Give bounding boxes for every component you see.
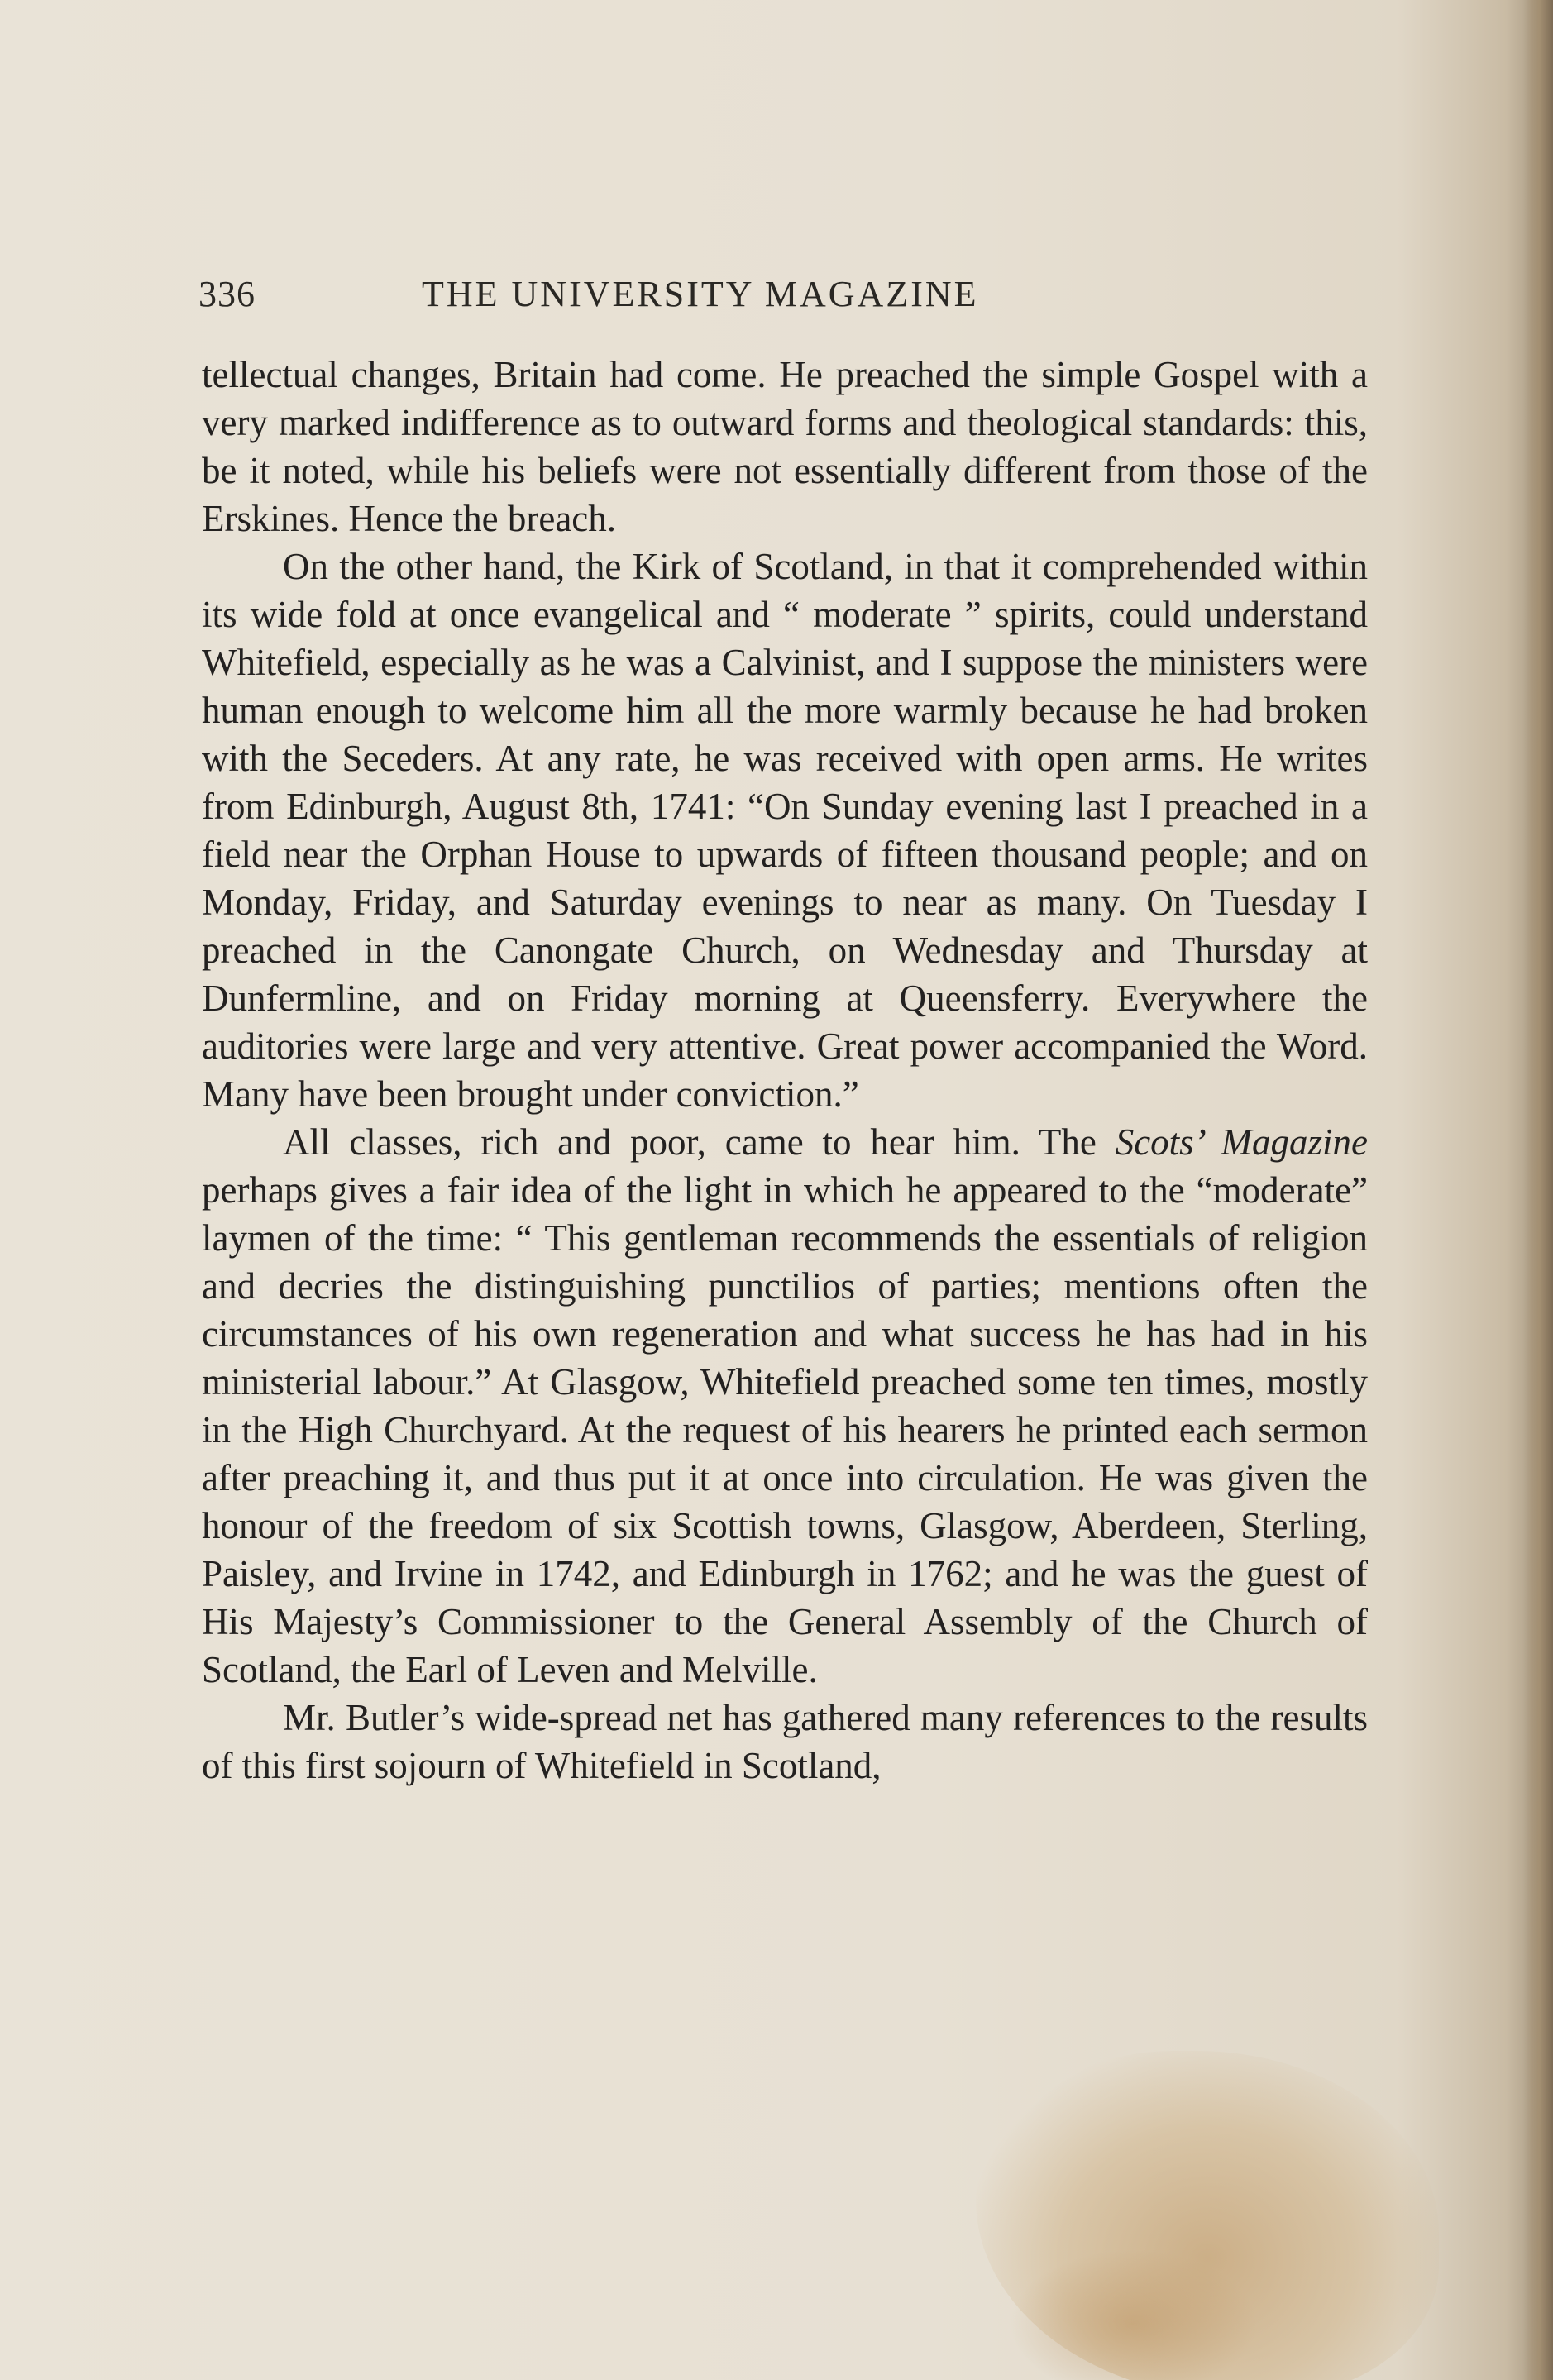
paragraph-3 <box>202 1118 1368 1694</box>
page-number: 336 <box>198 274 256 314</box>
paragraph-3-rest: perhaps gives a fair idea of the light in which he appeared to the “moderate” laymen of the time: “ This gentleman recommends the essentials of religion and decries the distinguishing punctilios of parties; mentions often the circumstances of his own regeneration and what success he has had in his ministerial labour.” At Glasgow, Whitefield preached some ten times, mostly in the High Churchyard. At the request of his hearers he printed each sermon after preaching it, and thus put it at once into circulation. He was given the honour of the freedom of six Scottish towns, Glasgow, Aberdeen, Sterling, Paisley, and Irvine in 1742, and Edinburgh in 1762; and he was the guest of His Majesty’s Commissioner to the General Assembly of the Church of Scotland, the Earl of Leven and Melville. <box>202 1169 1368 1690</box>
page-edge-shadow <box>1523 0 1553 2380</box>
paragraph-2: On the other hand, the Kirk of Scotland, in that it comprehended within its wide fold at once evangelical and “ moderate ” spirits, could understand Whitefield, especially as he was a Calvinist, and I suppose the ministers were human enough to welcome him all the more warmly because he had broken with the Seceders. At any rate, he was received with open arms. He writes from Edinburgh, August 8th, 1741: “On Sunday evening last I preached in a field near the Orphan House to upwards of fifteen thousand people; and on Monday, Friday, and Saturday evenings to near as many. On Tuesday I preached in the Canongate Church, on Wednesday and Thursday at Dunfermline, and on Friday morning at Queensferry. Everywhere the auditories were large and very attentive. Great power accompanied the Word. Many have been brought under conviction.” <box>202 546 1368 1115</box>
running-title: THE UNIVERSITY MAGAZINE <box>422 274 979 314</box>
paragraph-4: Mr. Butler’s wide-spread net has gathered many references to the results of this first sojourn of Whitefield in Scotland, <box>202 1697 1368 1786</box>
paragraph-3-lead: All classes, rich and poor, came to hear him. The <box>283 1121 1116 1163</box>
periodical-title: Scots’ Magazine <box>1115 1121 1368 1163</box>
paragraph-1: tellectual changes, Britain had come. He preached the simple Gospel with a very marked indifference as to outward forms and theological standards: this, be it noted, while his beliefs were not essentially different from those of the Erskines. Hence the breach. <box>202 354 1368 539</box>
page-header <box>198 273 1356 323</box>
body-text <box>202 351 1368 1790</box>
